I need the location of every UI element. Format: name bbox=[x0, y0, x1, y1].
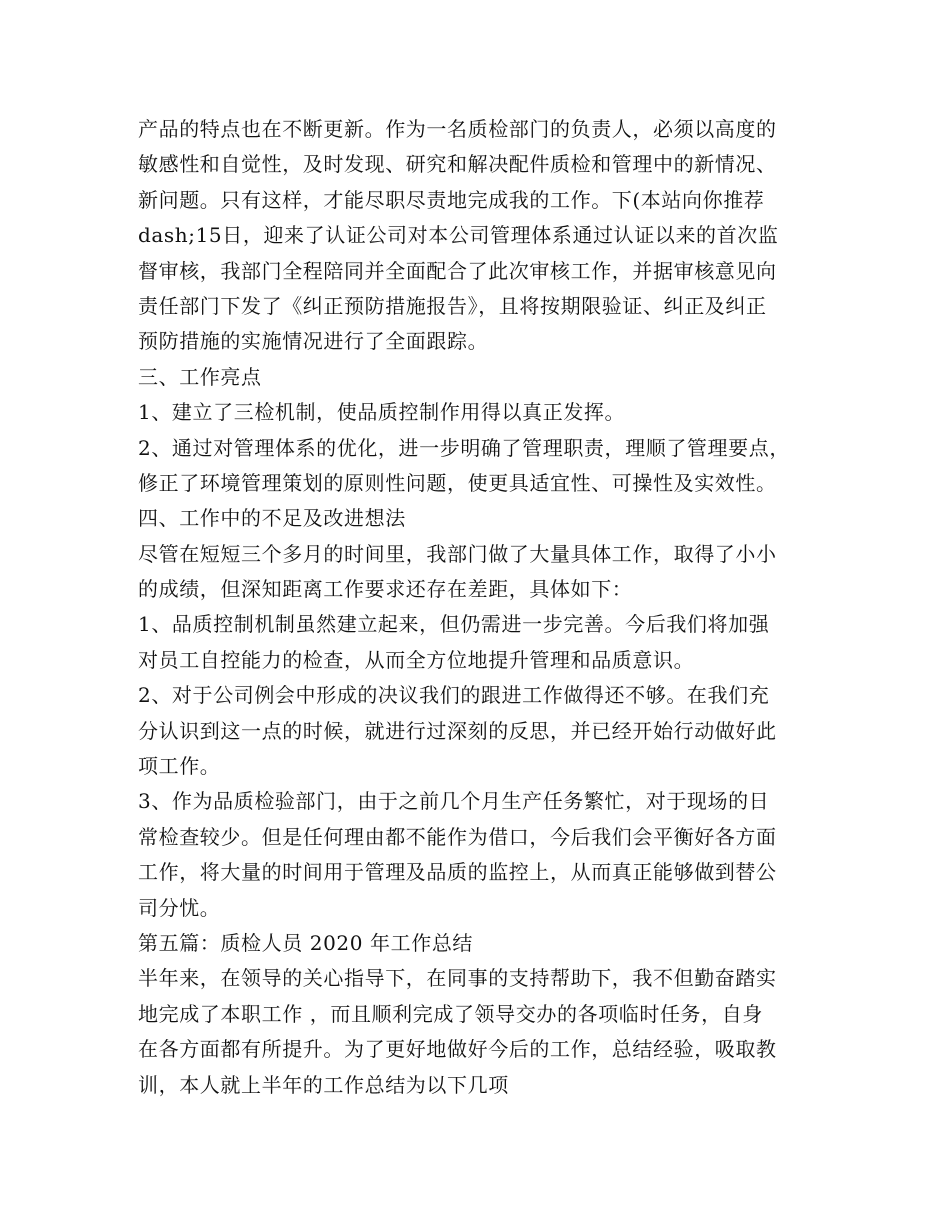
text-line: 督审核，我部门全程陪同并全面配合了此次审核工作，并据审核意见向 bbox=[138, 258, 777, 283]
text-line: 在各方面都有所提升。为了更好地做好今后的工作，总结经验，吸取教 bbox=[138, 1037, 777, 1062]
list-item: 1、品质控制机制虽然建立起来，但仍需进一步完善。今后我们将加强 bbox=[138, 612, 770, 637]
document-body bbox=[138, 112, 818, 1103]
chapter-heading: 第五篇：质检人员 2020 年工作总结 bbox=[138, 930, 474, 955]
text-line: 训，本人就上半年的工作总结为以下几项 bbox=[138, 1072, 509, 1097]
list-item: 1、建立了三检机制，使品质控制作用得以真正发挥。 bbox=[138, 400, 626, 425]
text-line: 半年来，在领导的关心指导下，在同事的支持帮助下，我不但勤奋踏实 bbox=[138, 966, 777, 991]
text-line: 敏感性和自觉性，及时发现、研究和解决配件质检和管理中的新情况、 bbox=[138, 152, 777, 177]
list-item: 3、作为品质检验部门，由于之前几个月生产任务繁忙，对于现场的日 bbox=[138, 789, 770, 814]
text-line: 责任部门下发了《纠正预防措施报告》，且将按期限验证、纠正及纠正 bbox=[138, 293, 767, 318]
text-line: 工作，将大量的时间用于管理及品质的监控上，从而真正能够做到替公 bbox=[138, 860, 777, 885]
text-line: 修正了环境管理策划的原则性问题，使更具适宜性、可操性及实效性。 bbox=[138, 470, 777, 495]
text-line: 预防措施的实施情况进行了全面跟踪。 bbox=[138, 329, 489, 354]
text-line: 对员工自控能力的检查，从而全方位地提升管理和品质意识。 bbox=[138, 647, 695, 672]
text-line: 分认识到这一点的时候，就进行过深刻的反思，并已经开始行动做好此 bbox=[138, 718, 777, 743]
text-line: 产品的特点也在不断更新。作为一名质检部门的负责人，必须以高度的 bbox=[138, 117, 777, 141]
text-line: 常检查较少。但是任何理由都不能作为借口，今后我们会平衡好各方面 bbox=[138, 824, 777, 849]
text-line: 的成绩，但深知距离工作要求还存在差距，具体如下： bbox=[138, 577, 633, 602]
text-line: dash;15日，迎来了认证公司对本公司管理体系通过认证以来的首次监 bbox=[138, 223, 779, 248]
list-item: 2、对于公司例会中形成的决议我们的跟进工作做得还不够。在我们充 bbox=[138, 683, 770, 708]
section-heading: 三、工作亮点 bbox=[138, 364, 262, 389]
text-line: 项工作。 bbox=[138, 754, 221, 779]
text-line: 尽管在短短三个多月的时间里，我部门做了大量具体工作，取得了小小 bbox=[138, 541, 777, 566]
list-item: 2、通过对管理体系的优化，进一步明确了管理职责，理顺了管理要点， bbox=[138, 435, 790, 460]
text-line: 新问题。只有这样，才能尽职尽责地完成我的工作。下(本站向你推荐 bbox=[138, 187, 765, 212]
text-line: 地完成了本职工作 ，而且顺利完成了领导交办的各项临时任务，自身 bbox=[138, 1001, 763, 1026]
text-line: 司分忧。 bbox=[138, 895, 221, 920]
section-heading: 四、工作中的不足及改进想法 bbox=[138, 506, 406, 531]
